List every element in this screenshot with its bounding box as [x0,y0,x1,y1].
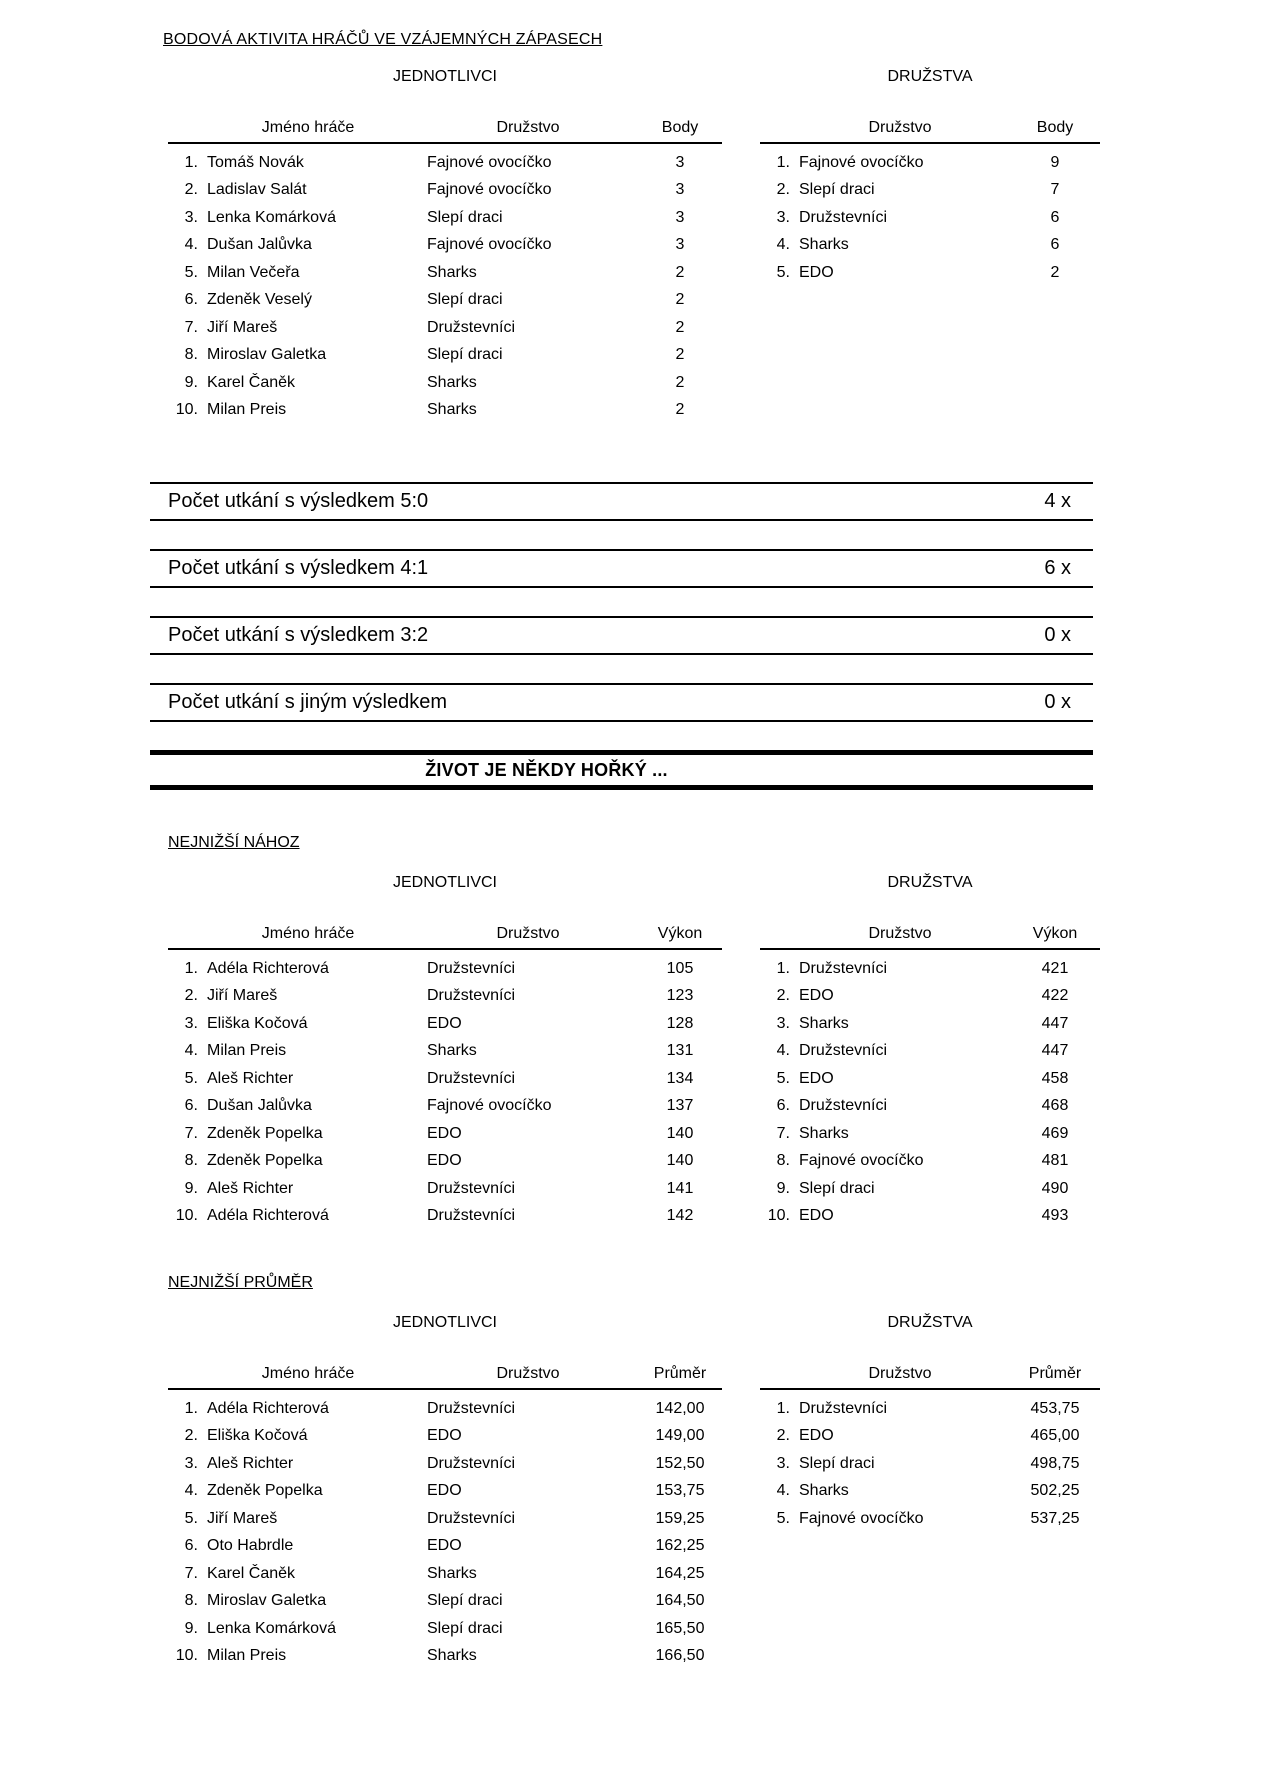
cell-team: Slepí draci [799,181,875,199]
cell-name: Karel Čaněk [207,373,296,391]
cell-team: Sharks [427,1042,477,1060]
column-header-name: Jméno hráče [261,119,355,136]
cell-rank: 1. [776,153,790,171]
cell-val: 2 [675,291,685,309]
table-row [168,1615,722,1643]
cell-val: 164,25 [655,1564,705,1582]
cell-rank: 2. [184,1427,198,1445]
cell-team: Fajnové ovocíčko [799,153,924,171]
cell-name: Adéla Richterová [207,1399,329,1417]
table-header-row [168,925,722,950]
cell-val: 2 [675,346,685,364]
cell-rank: 10. [175,1207,198,1225]
points-individuals-table [168,68,722,424]
cell-rank: 8. [776,1152,790,1170]
cell-team: Fajnové ovocíčko [427,1097,552,1115]
cell-rank: 6. [184,1097,198,1115]
lowest-throw-individuals-table [168,874,722,1230]
cell-val: 2 [675,318,685,336]
cell-rank: 7. [776,1124,790,1142]
table-header-row [760,925,1100,950]
table-row [168,1203,722,1231]
table-body [760,144,1100,287]
cell-team: Sharks [427,263,477,281]
table-header-row [168,1365,722,1390]
column-header-team: Družstvo [496,925,560,942]
cell-val: 468 [1041,1097,1069,1115]
cell-rank: 1. [776,1399,790,1417]
table-row [168,1643,722,1671]
cell-rank: 7. [184,1564,198,1582]
cell-rank: 3. [184,1014,198,1032]
table-row [760,1148,1100,1176]
cell-team: EDO [427,1014,462,1032]
match-count-bar-other [150,683,1093,722]
section-heading: NEJNIŽŠÍ PRŮMĚR [168,1274,313,1291]
table-header-row [168,119,722,144]
cell-team: Družstevníci [427,318,516,336]
cell-team: Družstevníci [427,1454,516,1472]
table-row [168,204,722,232]
cell-name: Lenka Komárková [207,1619,336,1637]
column-header-value: Body [1036,119,1074,136]
table-row [760,1120,1100,1148]
column-spacer [760,1365,790,1383]
column-spacer [168,925,198,943]
cell-name: Jiří Mareš [207,318,278,336]
table-row [168,955,722,983]
cell-team: EDO [799,987,834,1005]
column-spacer [168,1365,198,1383]
table-row [760,1505,1100,1533]
cell-name: Karel Čaněk [207,1564,296,1582]
column-header-name: Jméno hráče [261,1365,355,1382]
cell-val: 142 [666,1207,694,1225]
cell-rank: 5. [776,263,790,281]
cell-team: Slepí draci [427,346,503,364]
cell-name: Eliška Kočová [207,1014,308,1032]
cell-rank: 10. [175,1647,198,1665]
table-row [168,1038,722,1066]
cell-team: Fajnové ovocíčko [799,1509,924,1527]
cell-team: EDO [799,1427,834,1445]
cell-val: 162,25 [655,1537,705,1555]
cell-rank: 3. [776,208,790,226]
column-header-team: Družstvo [868,1365,932,1382]
bar-label: Počet utkání s výsledkem 5:0 [168,490,429,512]
cell-team: Družstevníci [799,1042,888,1060]
table-row [168,1093,722,1121]
table-body [760,1390,1100,1533]
cell-val: 3 [675,236,685,254]
column-header-team: Družstvo [496,119,560,136]
cell-rank: 2. [184,181,198,199]
cell-team: Sharks [799,1014,849,1032]
bar-value: 0 x [1044,691,1071,713]
column-header-team: Družstvo [868,119,932,136]
cell-rank: 2. [776,987,790,1005]
table-row [168,1148,722,1176]
cell-val: 2 [675,373,685,391]
cell-val: 131 [666,1042,694,1060]
cell-val: 149,00 [655,1427,705,1445]
cell-name: Zdeněk Popelka [207,1152,323,1170]
cell-team: Fajnové ovocíčko [427,153,552,171]
cell-val: 481 [1041,1152,1069,1170]
cell-rank: 4. [184,236,198,254]
cell-team: Fajnové ovocíčko [427,181,552,199]
cell-name: Aleš Richter [207,1069,294,1087]
cell-name: Lenka Komárková [207,208,336,226]
cell-rank: 5. [184,1509,198,1527]
cell-rank: 3. [184,1454,198,1472]
column-spacer [760,119,790,137]
cell-team: Družstevníci [427,1179,516,1197]
table-row [760,983,1100,1011]
bar-value: 6 x [1044,557,1071,579]
cell-val: 2 [675,263,685,281]
table-body [760,950,1100,1230]
table-row [760,232,1100,260]
cell-team: Slepí draci [799,1454,875,1472]
cell-val: 6 [1050,236,1060,254]
cell-val: 153,75 [655,1482,705,1500]
cell-team: Slepí draci [427,291,503,309]
cell-val: 142,00 [655,1399,705,1417]
table-group-heading: DRUŽSTVA [887,874,973,891]
cell-rank: 1. [184,153,198,171]
table-row [760,1038,1100,1066]
table-row [760,1423,1100,1451]
cell-name: Milan Preis [207,1042,287,1060]
table-row [168,314,722,342]
cell-rank: 1. [184,1399,198,1417]
cell-val: 140 [666,1152,694,1170]
match-count-bar-4-1 [150,549,1093,588]
table-row [760,1478,1100,1506]
cell-val: 2 [675,401,685,419]
table-group-heading: JEDNOTLIVCI [392,1314,497,1331]
table-row [168,1588,722,1616]
page-title: BODOVÁ AKTIVITA HRÁČŮ VE VZÁJEMNÝCH ZÁPASECH [163,31,603,48]
cell-val: 159,25 [655,1509,705,1527]
column-spacer [168,119,198,137]
cell-val: 493 [1041,1207,1069,1225]
cell-rank: 1. [184,959,198,977]
table-row [168,1450,722,1478]
table-row [168,1533,722,1561]
column-header-team: Družstvo [496,1365,560,1382]
cell-rank: 5. [184,1069,198,1087]
cell-team: EDO [799,1069,834,1087]
table-row [168,1423,722,1451]
bar-label: Počet utkání s výsledkem 4:1 [168,557,429,579]
table-row [760,149,1100,177]
cell-rank: 4. [776,1482,790,1500]
cell-team: Sharks [799,236,849,254]
cell-rank: 2. [776,181,790,199]
cell-rank: 8. [184,1592,198,1610]
cell-name: Aleš Richter [207,1454,294,1472]
table-row [168,1478,722,1506]
table-row [168,397,722,425]
cell-val: 140 [666,1124,694,1142]
bar-value: 0 x [1044,624,1071,646]
cell-val: 3 [675,208,685,226]
table-row [760,259,1100,287]
cell-rank: 6. [184,291,198,309]
cell-team: EDO [799,263,834,281]
cell-name: Adéla Richterová [207,1207,329,1225]
cell-name: Jiří Mareš [207,1509,278,1527]
cell-rank: 10. [767,1207,790,1225]
cell-val: 465,00 [1030,1427,1080,1445]
cell-val: 3 [675,153,685,171]
banner-text: ŽIVOT JE NĚKDY HOŘKÝ ... [425,759,668,780]
cell-rank: 6. [184,1537,198,1555]
cell-rank: 2. [776,1427,790,1445]
cell-val: 134 [666,1069,694,1087]
lowest-throw-section [150,834,1100,1230]
table-row [168,232,722,260]
table-row [760,1450,1100,1478]
cell-team: Slepí draci [427,1619,503,1637]
cell-team: Družstevníci [427,959,516,977]
table-row [760,177,1100,205]
cell-val: 7 [1050,181,1060,199]
cell-val: 123 [666,987,694,1005]
cell-name: Dušan Jalůvka [207,1097,312,1115]
cell-team: Sharks [427,1647,477,1665]
match-count-bars [150,482,1100,722]
points-teams-table [760,68,1100,287]
table-row [760,204,1100,232]
table-body [168,950,722,1230]
table-row [760,1093,1100,1121]
table-row [760,1175,1100,1203]
cell-val: 152,50 [655,1454,705,1472]
cell-val: 447 [1041,1042,1069,1060]
cell-rank: 5. [776,1069,790,1087]
cell-team: Sharks [427,373,477,391]
column-header-value: Body [661,119,699,136]
table-row [168,1120,722,1148]
cell-rank: 4. [184,1482,198,1500]
table-row [760,1395,1100,1423]
table-body [168,144,722,424]
cell-team: Sharks [799,1124,849,1142]
table-row [168,149,722,177]
cell-name: Milan Večeřa [207,263,300,281]
table-group-heading: JEDNOTLIVCI [392,68,497,85]
column-header-value: Výkon [657,925,703,942]
cell-name: Tomáš Novák [207,153,304,171]
cell-val: 9 [1050,153,1060,171]
cell-rank: 7. [184,1124,198,1142]
cell-val: 166,50 [655,1647,705,1665]
cell-name: Miroslav Galetka [207,346,327,364]
cell-val: 141 [666,1179,694,1197]
lowest-average-teams-table [760,1314,1100,1533]
cell-team: Družstevníci [427,987,516,1005]
cell-team: Družstevníci [799,1399,888,1417]
cell-name: Ladislav Salát [207,181,307,199]
cell-val: 2 [1050,263,1060,281]
cell-val: 6 [1050,208,1060,226]
cell-rank: 1. [776,959,790,977]
column-header-value: Průměr [1028,1365,1082,1382]
table-body [168,1390,722,1670]
cell-rank: 3. [184,208,198,226]
lowest-throw-tables [150,874,1100,1230]
cell-val: 490 [1041,1179,1069,1197]
table-group-heading: DRUŽSTVA [887,1314,973,1331]
table-row [168,287,722,315]
cell-team: Fajnové ovocíčko [799,1152,924,1170]
cell-team: Družstevníci [427,1399,516,1417]
cell-rank: 3. [776,1454,790,1472]
cell-val: 422 [1041,987,1069,1005]
cell-name: Miroslav Galetka [207,1592,327,1610]
table-row [168,259,722,287]
cell-team: Sharks [799,1482,849,1500]
cell-team: Sharks [427,1564,477,1582]
lowest-average-tables [150,1314,1100,1670]
cell-val: 453,75 [1030,1399,1080,1417]
cell-name: Milan Preis [207,401,287,419]
cell-val: 447 [1041,1014,1069,1032]
cell-rank: 8. [184,346,198,364]
cell-team: EDO [427,1537,462,1555]
cell-team: Družstevníci [427,1069,516,1087]
table-row [168,1175,722,1203]
table-row [168,1560,722,1588]
table-header-row [760,1365,1100,1390]
cell-name: Oto Habrdle [207,1537,294,1555]
cell-name: Jiří Mareš [207,987,278,1005]
table-row [760,1065,1100,1093]
cell-name: Zdeněk Veselý [207,291,312,309]
cell-rank: 4. [184,1042,198,1060]
cell-val: 502,25 [1030,1482,1080,1500]
cell-name: Adéla Richterová [207,959,329,977]
cell-name: Eliška Kočová [207,1427,308,1445]
column-header-team: Družstvo [868,925,932,942]
cell-rank: 9. [184,373,198,391]
cell-val: 498,75 [1030,1454,1080,1472]
match-count-bar-5-0 [150,482,1093,521]
section-heading: NEJNIŽŠÍ NÁHOZ [168,834,300,851]
column-header-value: Výkon [1032,925,1078,942]
cell-val: 3 [675,181,685,199]
table-row [168,1505,722,1533]
cell-team: Slepí draci [427,208,503,226]
table-row [168,369,722,397]
cell-team: EDO [427,1152,462,1170]
cell-name: Aleš Richter [207,1179,294,1197]
cell-val: 469 [1041,1124,1069,1142]
cell-name: Milan Preis [207,1647,287,1665]
cell-val: 128 [666,1014,694,1032]
cell-rank: 4. [776,236,790,254]
lowest-average-section [150,1274,1100,1670]
cell-rank: 6. [776,1097,790,1115]
cell-val: 537,25 [1030,1509,1080,1527]
cell-name: Zdeněk Popelka [207,1124,323,1142]
banner [150,750,1093,790]
table-row [168,342,722,370]
match-count-bar-3-2 [150,616,1093,655]
table-row [760,955,1100,983]
bar-label: Počet utkání s jiným výsledkem [168,691,447,713]
cell-val: 164,50 [655,1592,705,1610]
cell-team: EDO [427,1124,462,1142]
cell-rank: 9. [184,1619,198,1637]
cell-rank: 9. [776,1179,790,1197]
column-spacer [760,925,790,943]
table-group-heading: DRUŽSTVA [887,68,973,85]
table-row [168,1010,722,1038]
cell-val: 137 [666,1097,694,1115]
cell-team: EDO [427,1482,462,1500]
column-header-value: Průměr [653,1365,707,1382]
table-row [168,983,722,1011]
table-row [168,1065,722,1093]
cell-team: Družstevníci [427,1509,516,1527]
cell-team: EDO [427,1427,462,1445]
table-group-heading: JEDNOTLIVCI [392,874,497,891]
table-header-row [760,119,1100,144]
cell-team: Družstevníci [799,1097,888,1115]
cell-team: Družstevníci [799,959,888,977]
cell-team: Družstevníci [427,1207,516,1225]
cell-team: Fajnové ovocíčko [427,236,552,254]
cell-name: Dušan Jalůvka [207,236,312,254]
cell-team: Sharks [427,401,477,419]
cell-team: Slepí draci [799,1179,875,1197]
bar-label: Počet utkání s výsledkem 3:2 [168,624,429,646]
cell-val: 421 [1041,959,1069,977]
cell-name: Zdeněk Popelka [207,1482,323,1500]
table-row [168,1395,722,1423]
table-row [760,1010,1100,1038]
cell-rank: 10. [175,401,198,419]
cell-rank: 3. [776,1014,790,1032]
cell-rank: 2. [184,987,198,1005]
cell-team: Slepí draci [427,1592,503,1610]
points-activity-tables [150,68,1100,424]
lowest-average-individuals-table [168,1314,722,1670]
table-row [168,177,722,205]
cell-val: 165,50 [655,1619,705,1637]
cell-team: EDO [799,1207,834,1225]
cell-rank: 8. [184,1152,198,1170]
cell-val: 458 [1041,1069,1069,1087]
cell-rank: 4. [776,1042,790,1060]
cell-rank: 9. [184,1179,198,1197]
bar-value: 4 x [1044,490,1071,512]
table-row [760,1203,1100,1231]
cell-rank: 7. [184,318,198,336]
cell-team: Družstevníci [799,208,888,226]
cell-rank: 5. [776,1509,790,1527]
column-header-name: Jméno hráče [261,925,355,942]
cell-val: 105 [666,959,694,977]
cell-rank: 5. [184,263,198,281]
lowest-throw-teams-table [760,874,1100,1230]
